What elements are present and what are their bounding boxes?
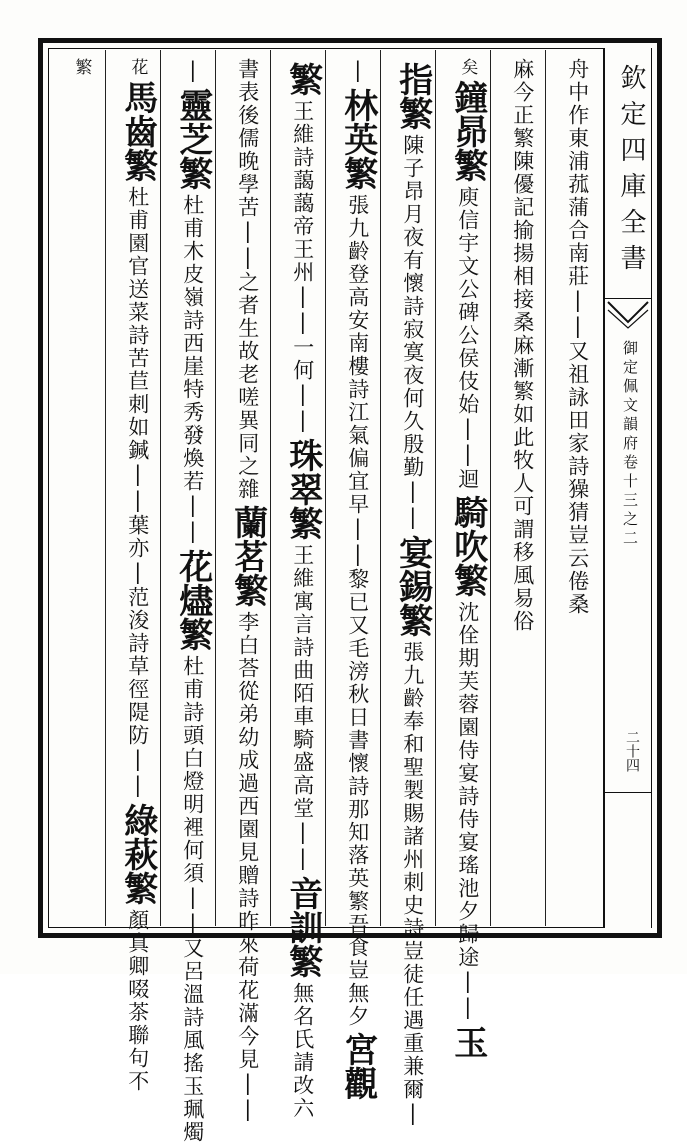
entry-headword: 繁 bbox=[282, 62, 323, 96]
entry-headword: 綠萩繁 bbox=[117, 803, 158, 905]
entry-text: 沈佺期芙蓉園侍宴詩侍宴瑤池夕歸途|| bbox=[455, 601, 480, 1021]
entry-headword: 林英繁 bbox=[337, 88, 378, 190]
text-column bbox=[499, 58, 545, 922]
entry-text: 杜甫木皮嶺詩西崖特秀發煥若|| bbox=[180, 194, 205, 545]
text-column bbox=[389, 58, 435, 1127]
entry-headword: 指繁 bbox=[392, 62, 433, 130]
entry-text: 書表後儒晚學苦||之者生故老嗟異同之雜 bbox=[235, 58, 260, 501]
entry-text: 杜甫園官送菜詩苦苣刺如鍼||葉亦|范浚詩草徑隄防|| bbox=[125, 186, 150, 799]
column-rule bbox=[380, 50, 381, 926]
entry-headword: 馬齒繁 bbox=[117, 80, 158, 182]
entry-text: 庾信宇文公碑公侯伎始||迴 bbox=[455, 186, 480, 491]
entry-text: 無名氏請改六 bbox=[290, 982, 315, 1120]
entry-text: 麻今正繁陳優記揄揚相接桑麻漸繁如此牧人可謂移風易俗 bbox=[510, 58, 535, 633]
column-rule bbox=[160, 50, 161, 926]
entry-text: 張九齡登高安南樓詩江氣偏宜早||黎已又毛滂秋日書懷詩那知落英繁吾食豈無夕 bbox=[345, 194, 370, 1028]
column-rule bbox=[325, 50, 326, 926]
entry-text: 繁 bbox=[71, 58, 92, 76]
entry-headword: 玉 bbox=[447, 1025, 488, 1059]
text-column bbox=[169, 58, 215, 1144]
column-rule bbox=[215, 50, 216, 926]
text-column bbox=[224, 58, 270, 1123]
column-rule bbox=[270, 50, 271, 926]
entry-headword: 珠翠繁 bbox=[282, 438, 323, 540]
entry-text: 舟中作東浦菰蒲合南莊||又祖詠田家詩𤢖猜豈云倦桑 bbox=[565, 58, 590, 616]
entry-text: | bbox=[180, 58, 205, 84]
page-number: 二十四 bbox=[624, 730, 640, 772]
entry-text: | bbox=[345, 58, 370, 84]
strip-divider-top bbox=[604, 298, 652, 299]
entry-headword: 蘭茗繁 bbox=[227, 505, 268, 607]
text-column bbox=[334, 58, 380, 1100]
entry-headword: 騎吹繁 bbox=[447, 495, 488, 597]
entry-text: 張九齡奉和聖製賜諸州刺史詩豈徒任遇重兼爾| bbox=[400, 641, 425, 1127]
text-column bbox=[279, 58, 325, 1120]
entry-headword: 音訓繁 bbox=[282, 876, 323, 978]
entry-text: 王維寓言詩曲陌車騎盛高堂|| bbox=[290, 544, 315, 872]
entry-text: 陳子昂月夜有懷詩寂寞夜何久殷勤|| bbox=[400, 134, 425, 531]
text-column bbox=[58, 58, 104, 922]
column-rule bbox=[435, 50, 436, 926]
entry-headword: 鐘昴繁 bbox=[447, 80, 488, 182]
column-rule bbox=[490, 50, 491, 926]
strip-divider-bottom bbox=[604, 792, 652, 793]
entry-headword: 花燼繁 bbox=[172, 549, 213, 651]
text-column bbox=[114, 58, 160, 1093]
text-column bbox=[554, 58, 600, 922]
entry-text: 矣 bbox=[457, 58, 478, 76]
column-rule bbox=[545, 50, 546, 926]
column-rule bbox=[105, 50, 106, 926]
book-title: 欽定四庫全書 bbox=[616, 64, 646, 280]
fish-tail-icon bbox=[606, 300, 650, 330]
entry-headword: 宮觀 bbox=[337, 1032, 378, 1100]
entry-text: 花 bbox=[127, 58, 148, 76]
entry-headword: 宴錫繁 bbox=[392, 535, 433, 637]
entry-text: 顏真卿啜茶聯句不 bbox=[125, 909, 150, 1093]
text-column bbox=[444, 58, 490, 1059]
entry-text: 王維詩藹藹帝王州||一何|| bbox=[290, 100, 315, 434]
volume-info: 御定佩文韻府卷十三之二 bbox=[621, 340, 639, 549]
entry-headword: 靈芝繁 bbox=[172, 88, 213, 190]
entry-text: 杜甫詩頭白燈明裡何須||又呂溫詩風搖玉珮燭 bbox=[180, 655, 205, 1144]
entry-text: 李白荅從弟幼成過西園見贈詩昨來荷花滿今見|| bbox=[235, 611, 260, 1123]
